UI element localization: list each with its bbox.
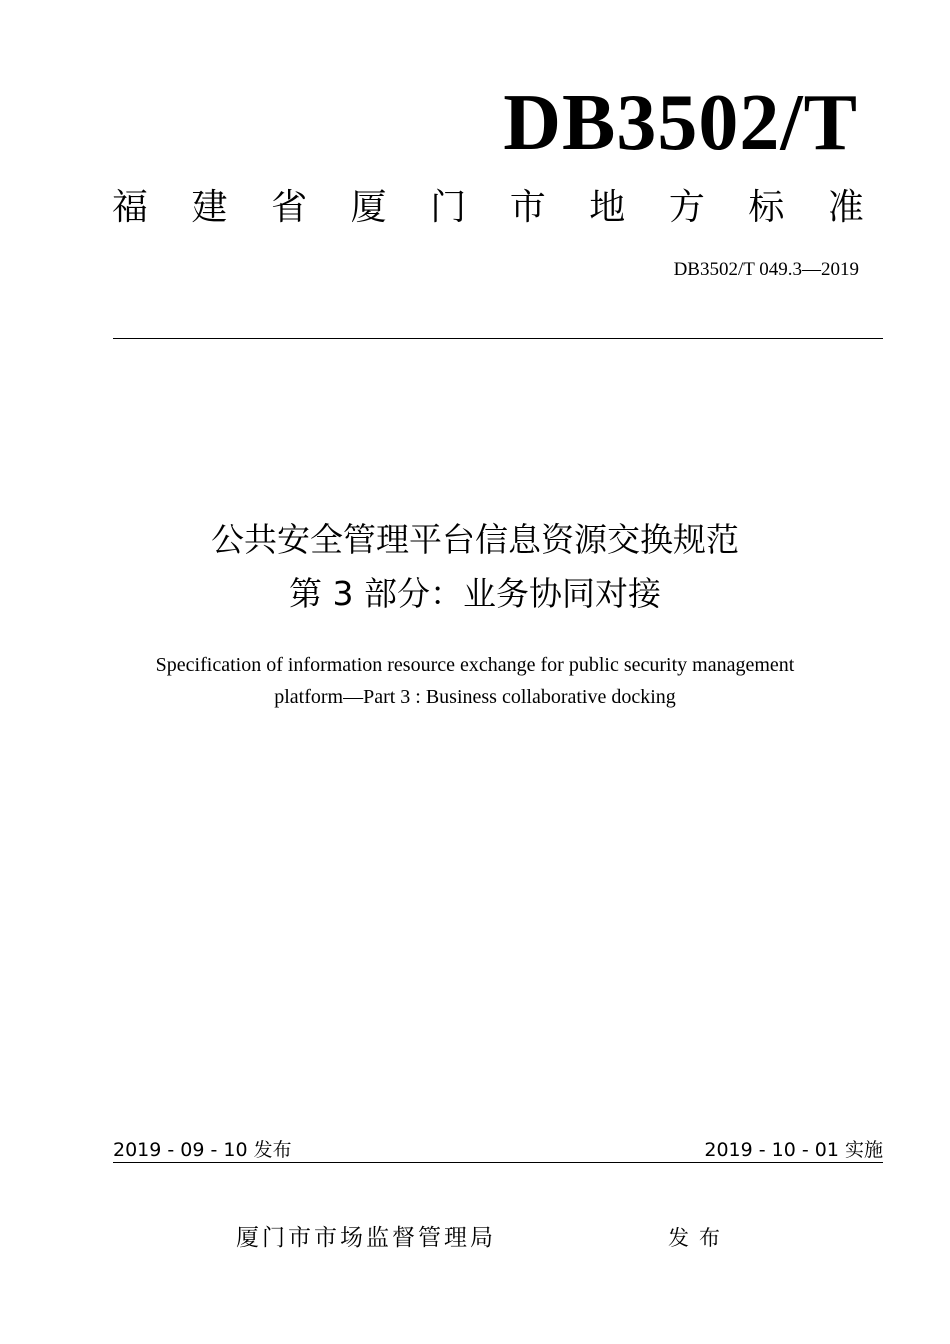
publish-date: 2019 - 09 - 10 发布 — [113, 1139, 292, 1161]
standard-type-char: 建 — [191, 187, 228, 228]
standard-type-char: 厦 — [350, 187, 387, 228]
standard-type-char: 准 — [827, 187, 864, 228]
standard-type-char: 福 — [112, 187, 149, 228]
standard-type-char: 省 — [271, 187, 308, 228]
title-chinese-line-1: 公共安全管理平台信息资源交换规范 — [211, 520, 739, 559]
header-divider — [113, 338, 883, 339]
title-english-line-2: platform—Part 3 : Business collaborative docking — [274, 686, 676, 708]
footer-divider — [113, 1162, 883, 1163]
standard-type-char: 市 — [509, 187, 546, 228]
title-english-line-1: Specification of information resource exchange for public security management — [155, 654, 795, 676]
standard-type-char: 地 — [589, 187, 626, 228]
standard-type-char: 方 — [668, 187, 705, 228]
standard-type-label — [112, 184, 864, 232]
issuing-authority: 厦门市市场监督管理局 — [236, 1225, 496, 1251]
issue-label: 发布 — [668, 1226, 730, 1250]
effective-date: 2019 - 10 - 01 实施 — [704, 1139, 883, 1161]
title-chinese-line-2: 第 3 部分：业务协同对接 — [289, 574, 661, 613]
standard-code: DB3502/T — [503, 79, 858, 167]
standard-type-char: 门 — [430, 187, 467, 228]
standard-type-char: 标 — [748, 187, 785, 228]
standard-number: DB3502/T 049.3—2019 — [673, 259, 859, 280]
